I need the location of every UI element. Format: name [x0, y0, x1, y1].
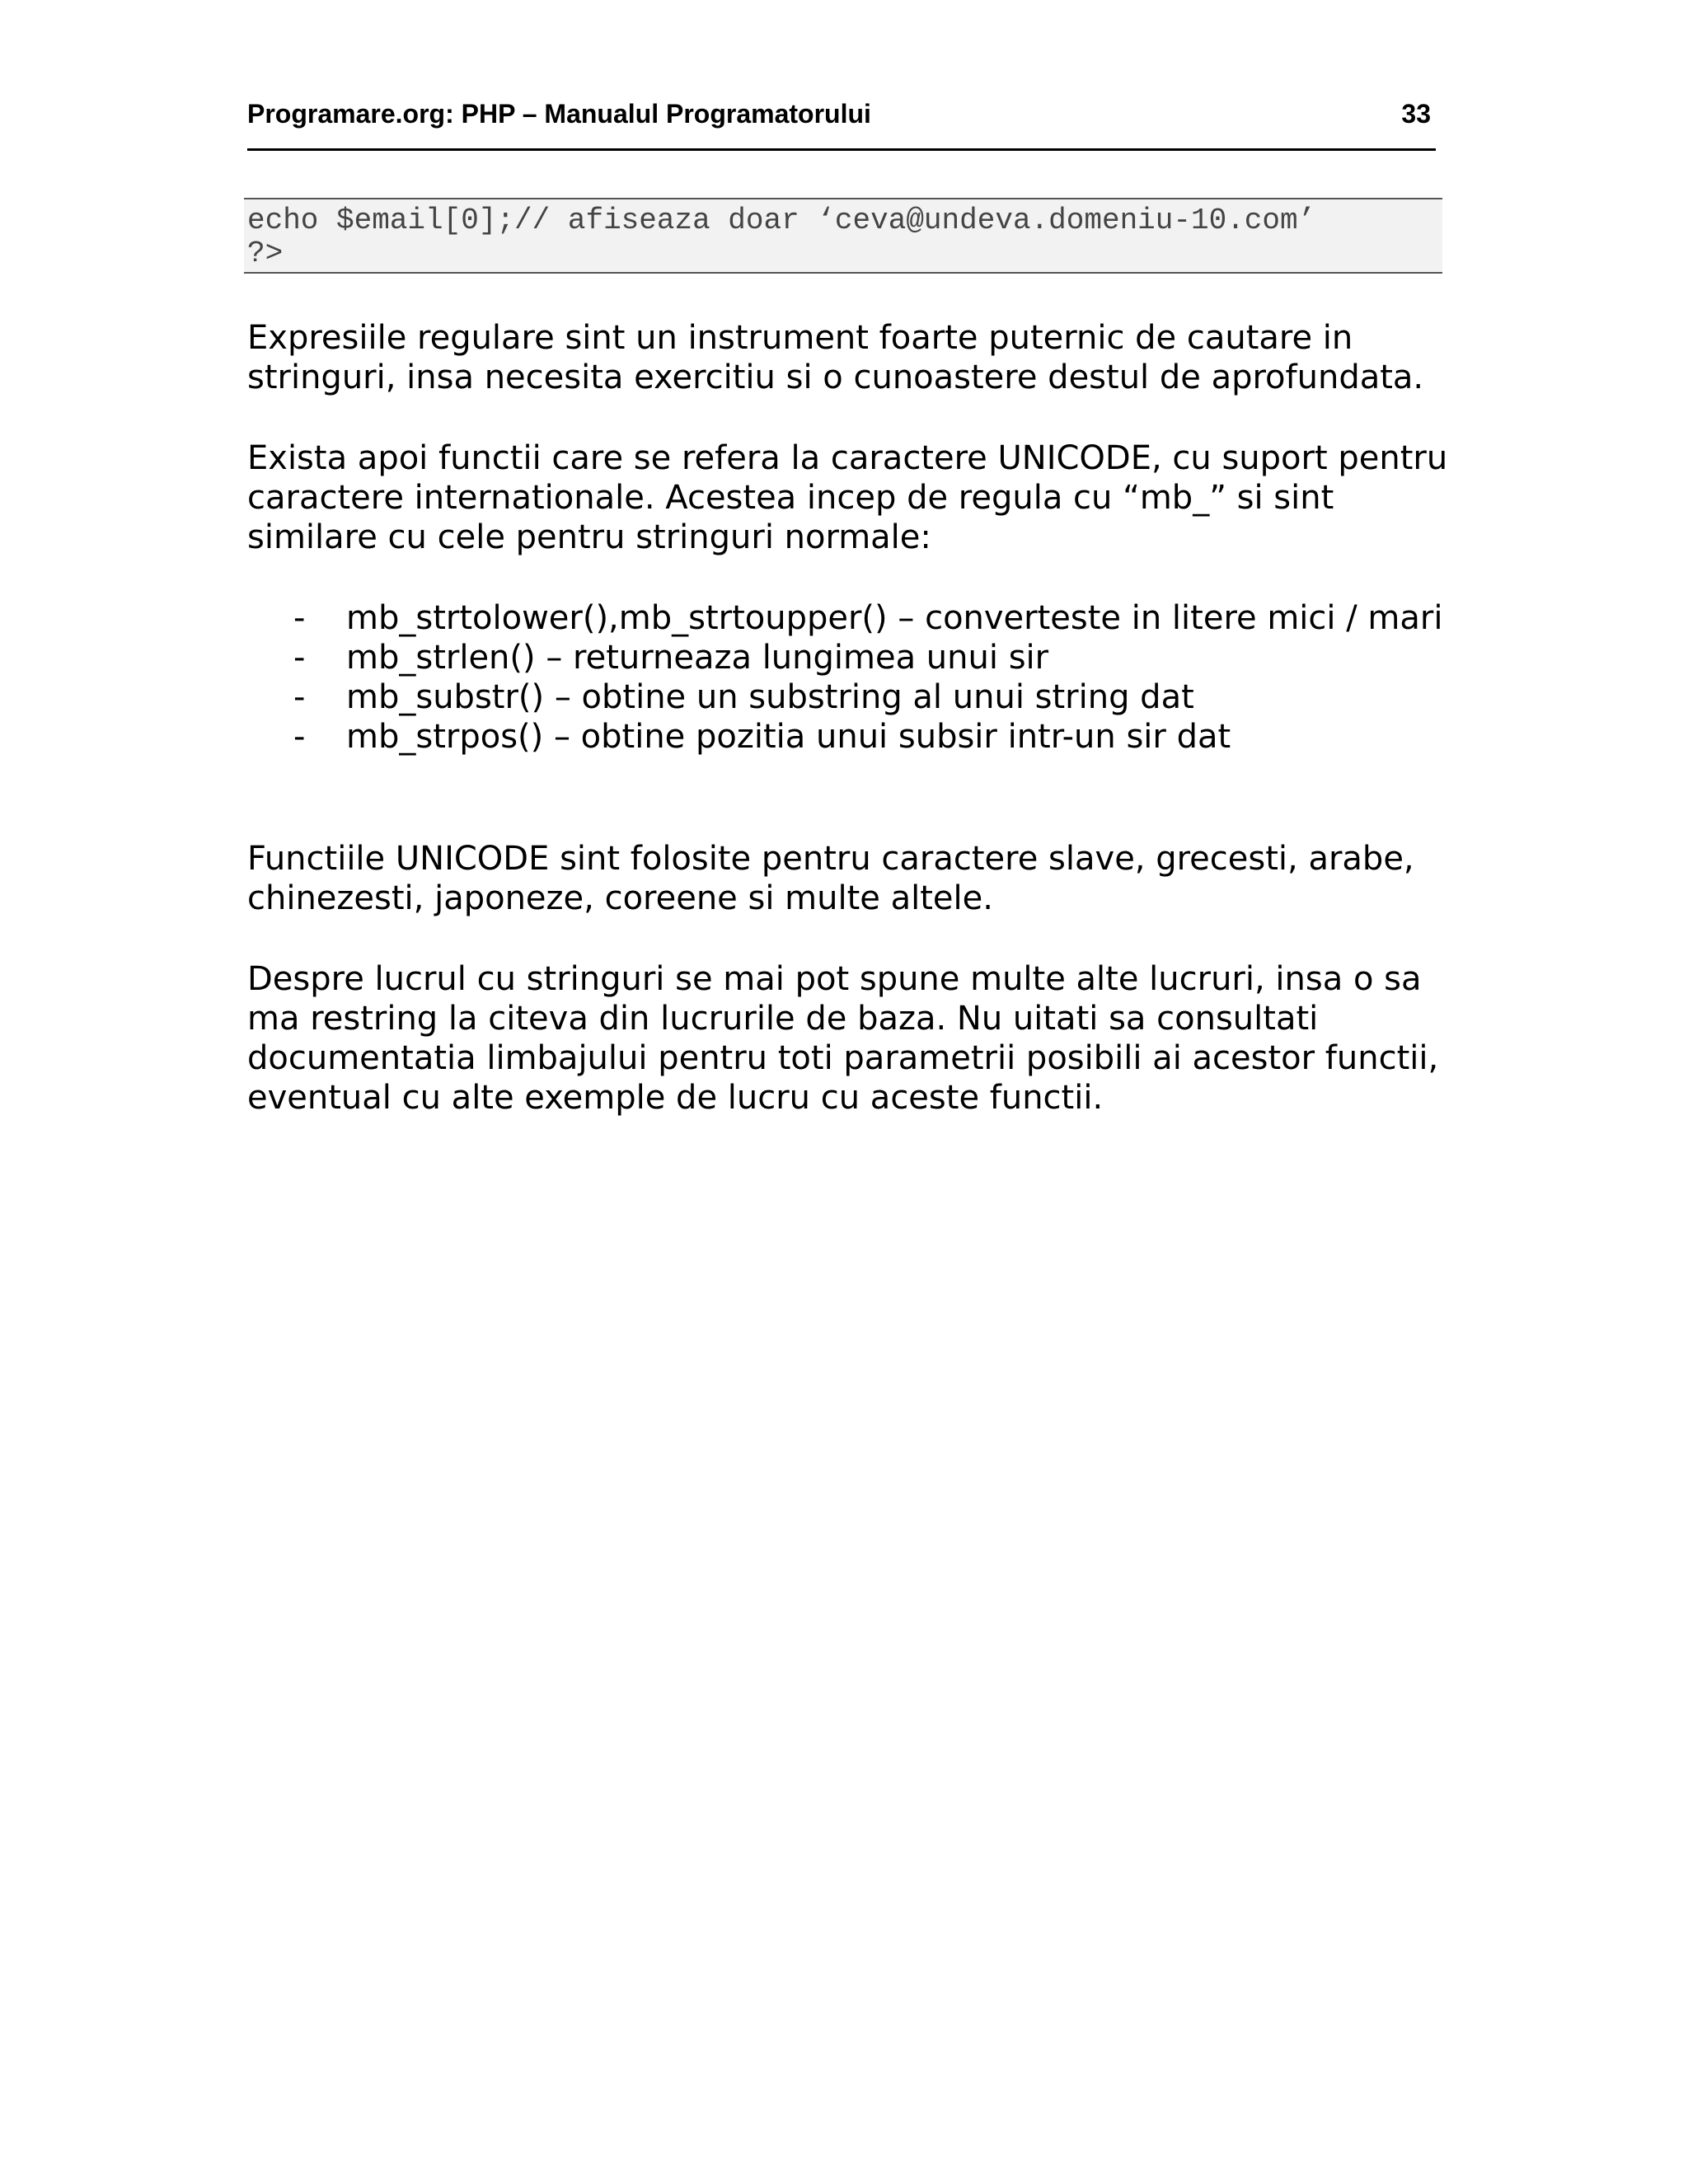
list-item [247, 598, 1451, 638]
page-number: 33 [1401, 99, 1431, 129]
list-item-text: mb_strpos() – obtine pozitia unui subsir intr-un sir dat [346, 718, 1231, 756]
list-item [247, 677, 1451, 717]
function-list [247, 598, 1451, 757]
bullet-marker: - [293, 678, 306, 716]
list-item [247, 638, 1451, 677]
header-title: Programare.org: PHP – Manualul Programatorului [247, 99, 871, 129]
list-item-text: mb_substr() – obtine un substring al unui string dat [346, 678, 1194, 716]
code-block [244, 198, 1442, 274]
list-item [247, 717, 1451, 757]
list-item-text: mb_strlen() – returneaza lungimea unui sir [346, 639, 1049, 677]
bullet-marker: - [293, 718, 306, 756]
bullet-marker: - [293, 599, 306, 637]
bullet-marker: - [293, 639, 306, 677]
paragraph-unicode-usage: Functiile UNICODE sint folosite pentru caractere slave, grecesti, arabe, chinezesti, japoneze, coreene si multe altele. [247, 840, 1414, 917]
paragraph-conclusion: Despre lucrul cu stringuri se mai pot spune multe alte lucruri, insa o sa ma restring la citeva din lucrurile de baza. Nu uitati sa consultati documentatia limbajului pentru toti parametrii posibili ai acestor functii, eventual cu alte exemple de lucru cu aceste functii. [247, 960, 1439, 1117]
code-line: ?> [247, 237, 284, 270]
code-line: echo $email[0];// afiseaza doar ‘ceva@undeva.domeniu-10.com’ [247, 204, 1316, 237]
page-header [247, 96, 1436, 151]
paragraph-regex: Expresiile regulare sint un instrument foarte puternic de cautare in stringuri, insa necesita exercitiu si o cunoastere destul de aprofundata. [247, 319, 1424, 396]
paragraph-unicode-intro: Exista apoi functii care se refera la caractere UNICODE, cu suport pentru caractere internationale. Acestea incep de regula cu “mb_” si sint similare cu cele pentru stringuri normale: [247, 439, 1448, 556]
list-item-text: mb_strtolower(),mb_strtoupper() – converteste in litere mici / mari [346, 599, 1443, 637]
